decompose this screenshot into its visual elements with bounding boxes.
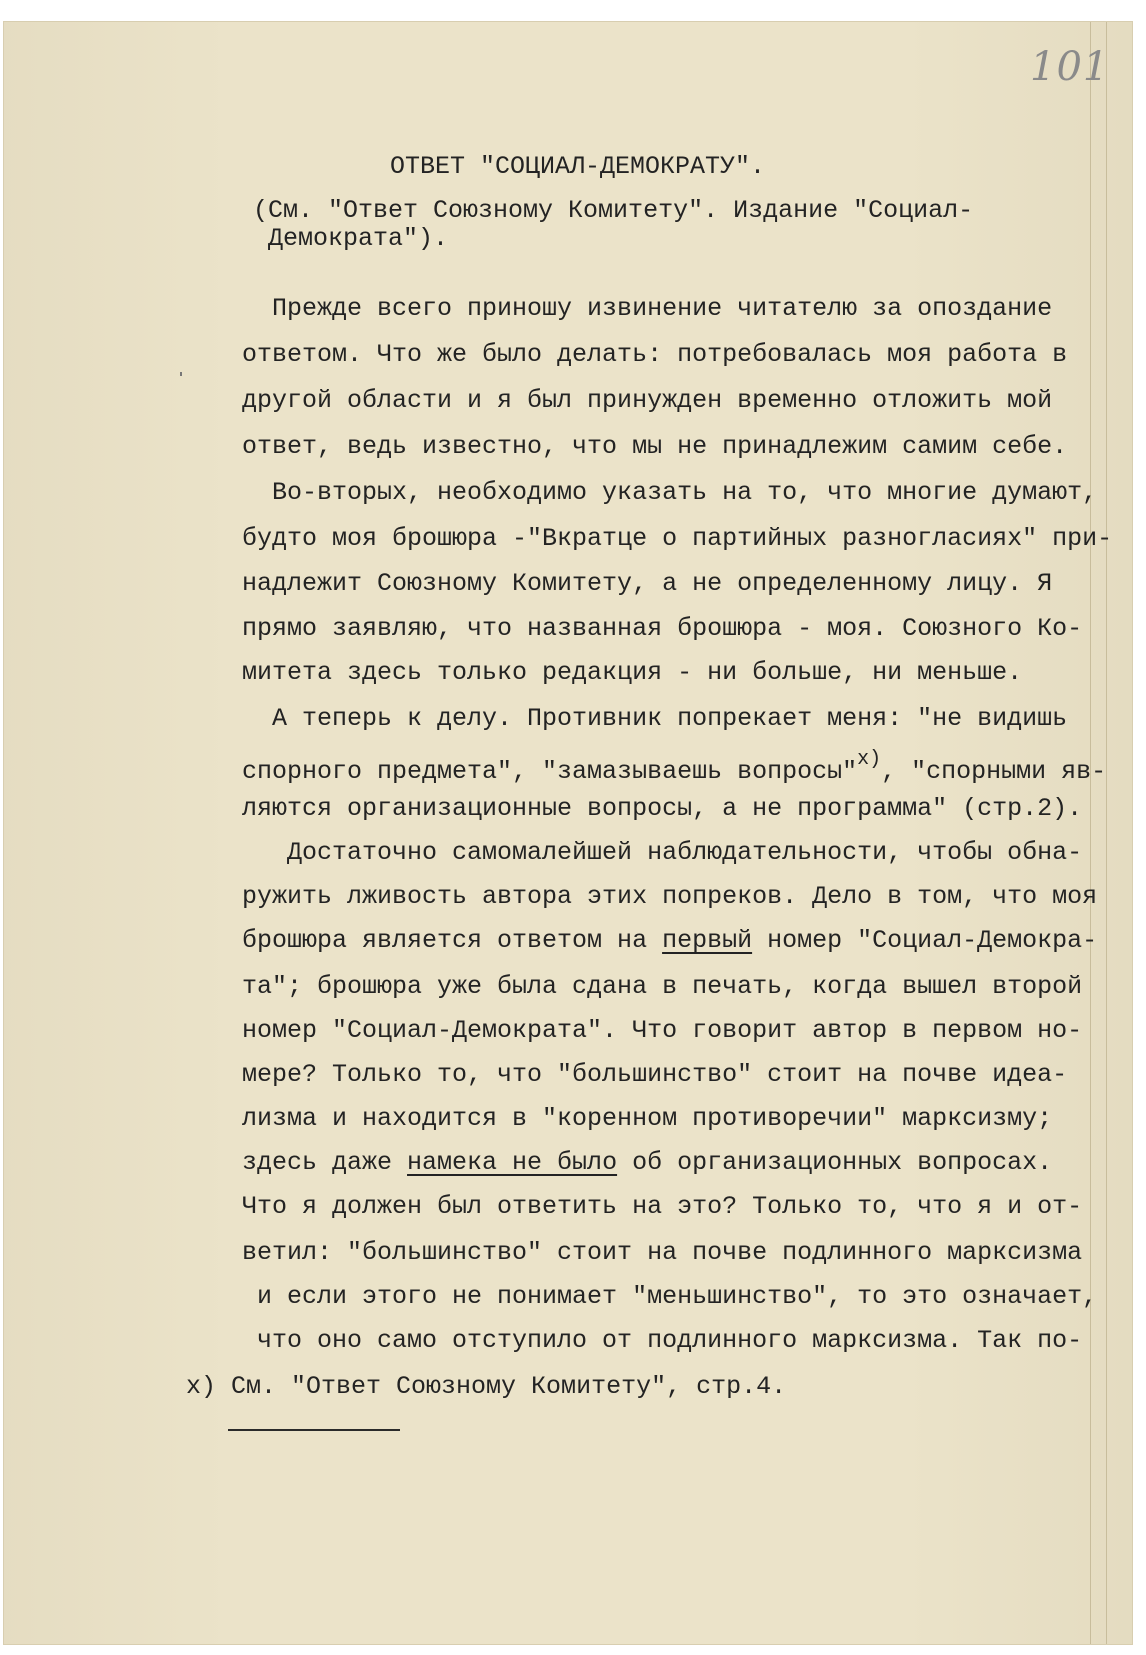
body-line: другой области и я был принужден временно отложить мой <box>242 386 1053 415</box>
subtitle-line: (См. "Ответ Союзному Комитету". Издание "Социал- <box>253 196 974 225</box>
body-line: Прежде всего приношу извинение читателю за опоздание <box>242 294 1053 323</box>
page-number: 101 <box>1030 44 1110 90</box>
body-line: та"; брошюра уже была сдана в печать, когда вышел второй <box>242 972 1083 1001</box>
body-line: А теперь к делу. Противник попрекает меня: "не видишь <box>242 704 1068 733</box>
body-line: и если этого не понимает "меньшинство", то это означает, <box>242 1282 1098 1311</box>
text-run: здесь даже <box>242 1148 408 1177</box>
body-line: лизма и находится в "коренном противоречии" марксизму; <box>242 1104 1053 1133</box>
underlined-text: намека не было <box>407 1148 618 1177</box>
body-line: митета здесь только редакция - ни больше, ни меньше. <box>242 658 1023 687</box>
body-line: ляются организационные вопросы, а не программа" (стр.2). <box>242 794 1083 823</box>
body-line: Что я должен был ответить на это? Только то, что я и от- <box>242 1192 1083 1221</box>
text-run: , "спорными яв- <box>881 757 1107 786</box>
body-line: мере? Только то, что "большинство" стоит на почве идеа- <box>242 1060 1068 1089</box>
body-line: номер "Социал-Демократа". Что говорит автор в первом но- <box>242 1016 1083 1045</box>
body-line: что оно само отступило от подлинного марксизма. Так по- <box>242 1326 1083 1355</box>
text-run: об организационных вопросах. <box>617 1148 1053 1177</box>
body-line <box>242 928 1097 953</box>
body-line: ружить лживость автора этих попреков. Дело в том, что моя <box>242 882 1098 911</box>
body-line: надлежит Союзному Комитету, а не определенному лицу. Я <box>242 569 1053 598</box>
body-line: ответом. Что же было делать: потребовалась моя работа в <box>242 340 1068 369</box>
body-line: прямо заявляю, что названная брошюра - моя. Союзного Ко- <box>242 614 1083 643</box>
footnote-rule <box>228 1429 400 1431</box>
footnote-marker: x) <box>857 748 882 771</box>
body-line: Достаточно самомалейшей наблюдательности, чтобы обна- <box>242 838 1083 867</box>
body-line: ветил: "большинство" стоит на почве подлинного марксизма <box>242 1238 1083 1267</box>
text-run: номер "Социал-Демокра- <box>752 926 1098 955</box>
body-line <box>242 750 1106 784</box>
margin-mark <box>180 372 182 376</box>
subtitle-line: Демократа"). <box>268 224 449 253</box>
page-edge <box>1106 22 1107 1644</box>
text-run: брошюра является ответом на <box>242 926 663 955</box>
underlined-text: первый <box>662 926 753 955</box>
body-line: Во-вторых, необходимо указать на то, что многие думают, <box>242 478 1098 507</box>
body-line: ответ, ведь известно, что мы не принадлежим самим себе. <box>242 432 1068 461</box>
body-line <box>242 1150 1052 1175</box>
document-title: ОТВЕТ "СОЦИАЛ-ДЕМОКРАТУ". <box>390 152 766 181</box>
body-line: будто моя брошюра -"Вкратце о партийных разногласиях" при- <box>242 524 1113 553</box>
text-run: спорного предмета", "замазываешь вопросы" <box>242 757 858 786</box>
footnote: x) См. "Ответ Союзному Комитету", стр.4. <box>186 1372 787 1401</box>
page-edge <box>1090 22 1091 1644</box>
